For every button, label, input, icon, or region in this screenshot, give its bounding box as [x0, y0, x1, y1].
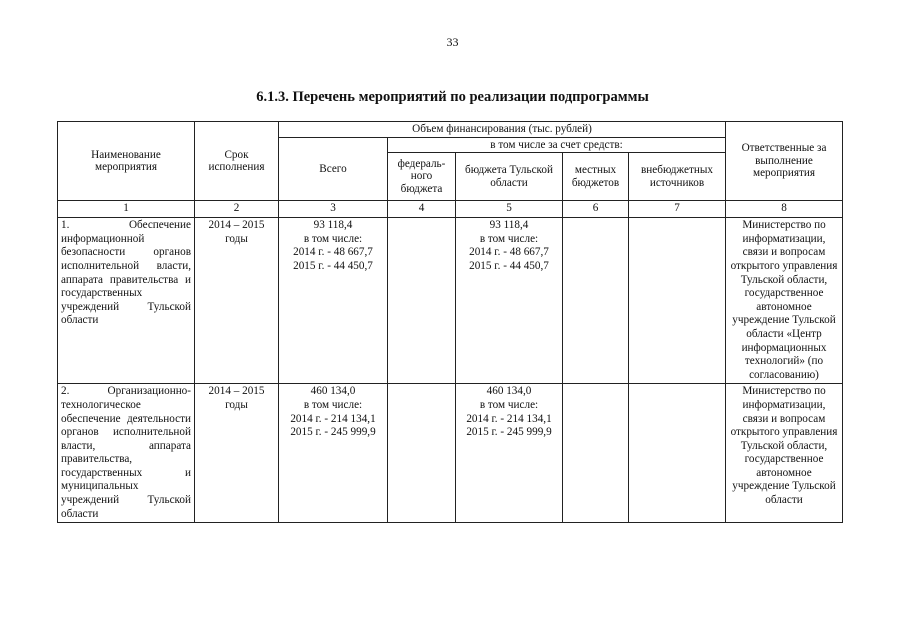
column-number: 7 [629, 201, 726, 218]
header-including-sources: в том числе за счет средств: [388, 137, 726, 153]
measure-local [563, 384, 629, 523]
column-number: 3 [279, 201, 388, 218]
measure-local [563, 218, 629, 384]
measures-table [57, 121, 843, 523]
measure-federal [388, 218, 456, 384]
measure-total: 93 118,4 в том числе: 2014 г. - 48 667,7 2015 г. - 44 450,7 [279, 218, 388, 384]
measure-name: 2. Организационно-технологическое обеспечение деятельности органов исполнительной власти, аппарата правительства, государственных и муниципальных учреждений Тульской области [58, 384, 195, 523]
column-number: 4 [388, 201, 456, 218]
section-title: 6.1.3. Перечень мероприятий по реализации подпрограммы [256, 89, 649, 105]
column-number: 2 [195, 201, 279, 218]
column-number: 8 [726, 201, 843, 218]
page-number: 33 [446, 35, 459, 49]
table-row [58, 218, 843, 384]
column-number: 5 [456, 201, 563, 218]
measure-responsible: Министерство по информатизации, связи и вопросам открытого управления Тульской области, государственное автономное учреждение Тульской области [726, 384, 843, 523]
header-name: Наименование мероприятия [58, 122, 195, 201]
header-responsible: Ответственные за выполнение мероприятия [726, 122, 843, 201]
header-federal: федераль- ного бюджета [388, 153, 456, 201]
measure-period: 2014 – 2015 годы [195, 218, 279, 384]
measure-regional: 93 118,4 в том числе: 2014 г. - 48 667,7 2015 г. - 44 450,7 [456, 218, 563, 384]
column-number-row [58, 201, 843, 218]
header-period: Срок исполнения [195, 122, 279, 201]
measure-federal [388, 384, 456, 523]
header-local: местных бюджетов [563, 153, 629, 201]
column-number: 1 [58, 201, 195, 218]
measure-period: 2014 – 2015 годы [195, 384, 279, 523]
measure-total: 460 134,0 в том числе: 2014 г. - 214 134,1 2015 г. - 245 999,9 [279, 384, 388, 523]
header-regional: бюджета Тульской области [456, 153, 563, 201]
measure-regional: 460 134,0 в том числе: 2014 г. - 214 134,1 2015 г. - 245 999,9 [456, 384, 563, 523]
header-extra: внебюджетных источников [629, 153, 726, 201]
measure-responsible: Министерство по информатизации, связи и вопросам открытого управления Тульской области, государственное автономное учреждение Тульской области «Центр информационных технологий» (по согласованию) [726, 218, 843, 384]
column-number: 6 [563, 201, 629, 218]
header-total: Всего [279, 137, 388, 201]
table-row [58, 384, 843, 523]
header-financing: Объем финансирования (тыс. рублей) [279, 122, 726, 138]
measure-extra [629, 218, 726, 384]
measure-name: 1. Обеспечение информационной безопасности органов исполнительной власти, аппарата правительства и государственных учреждений Тульской области [58, 218, 195, 384]
measure-extra [629, 384, 726, 523]
